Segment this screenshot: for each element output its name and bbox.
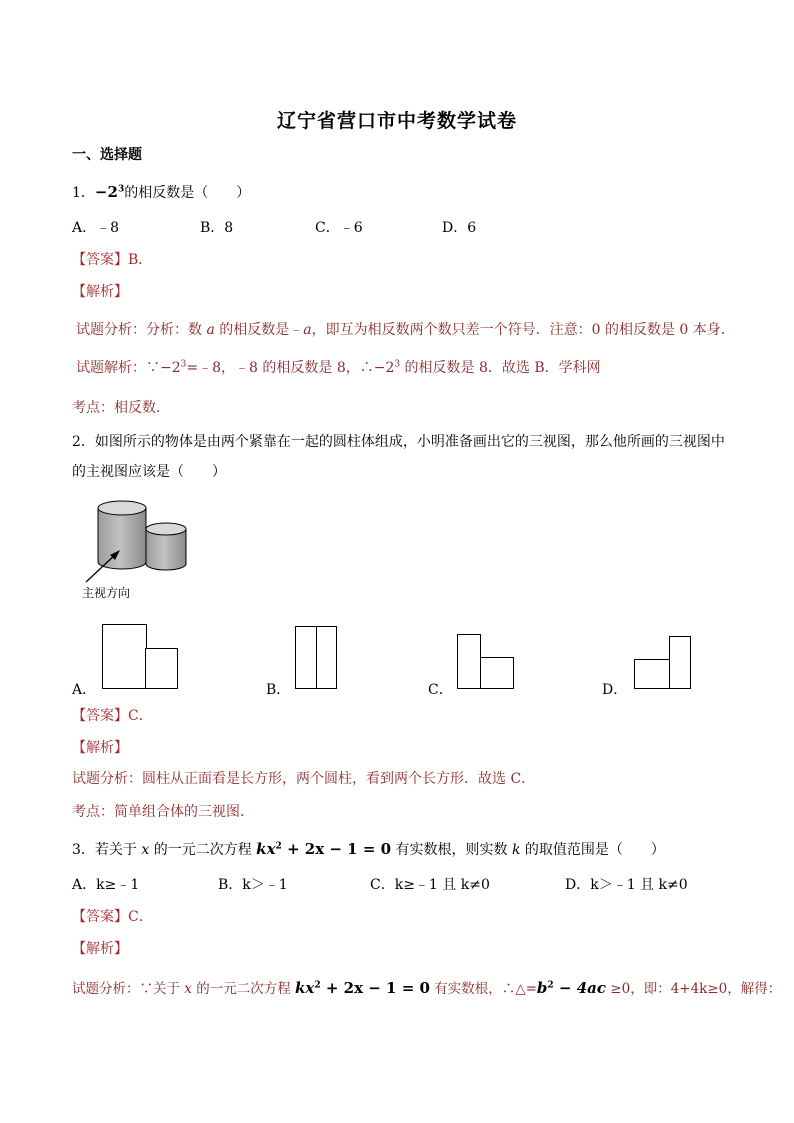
rectangle-shape [457,634,481,689]
rectangle-shape [316,626,337,689]
question-text: 的取值范围是（ ） [520,842,665,858]
option-a-figure [102,624,178,689]
question-text: 的相反数是（ ） [124,185,251,201]
analysis-text [76,321,735,339]
option-d-label: D． [602,682,628,698]
analysis-part: ，即互为相反数两个数只差一个符号．注意：0 的相反数是 0 本身． [311,322,735,338]
answer-label: 【答案】C． [72,909,153,925]
math-variable: k [511,842,521,858]
answer-label: 【答案】C． [72,708,153,724]
option-d-figure [634,636,691,689]
math-exponent: 3 [394,359,401,370]
rectangle-shape [634,659,670,689]
solution-text [76,359,601,377]
option-d: D．6 [442,220,477,236]
option-a-label: A． [72,682,97,698]
option-d: D．k＞﹣1 且 k≠0 [565,877,688,893]
math-variable: a [303,322,312,338]
equation: + 2x − 1 = 0 [281,840,392,858]
analysis-text [72,979,781,998]
math-variable: x [184,981,192,997]
math-exponent: 2 [547,980,554,991]
equation: kx [295,979,315,997]
option-c: C．﹣6 [315,220,363,236]
analysis-text: 试题分析：圆柱从正面看是长方形，两个圆柱，看到两个长方形．故选 C． [72,771,536,787]
question-text: 有实数根，则实数 [391,842,512,858]
rectangle-shape [295,626,317,689]
analysis-part: 的相反数是﹣ [214,322,304,338]
analysis-part: ≥0，即：4+4k≥0，解得： [606,981,782,997]
analysis-label: 【解析】 [72,284,128,300]
option-c-label: C． [428,682,453,698]
equation: kx [256,840,276,858]
math-expression: −2 [94,183,118,201]
page-title: 辽宁省营口市中考数学试卷 [276,110,517,132]
analysis-label: 【解析】 [72,941,128,957]
analysis-part: 试题分析：分析：数 [76,322,207,338]
analysis-part: 有实数根，∴△= [429,981,537,997]
math-variable: x [141,842,150,858]
rectangle-shape [145,648,178,689]
math-exponent: 2 [275,841,282,852]
figure-caption: 主视方向 [82,586,131,600]
question-2-line-1: 2．如图所示的物体是由两个紧靠在一起的圆柱体组成，小明准备画出它的三视图，那么他所画的三视图中 [72,434,725,450]
option-a: A．k≥﹣1 [72,877,140,893]
section-heading: 一、选择题 [72,147,142,163]
solution-part: 的相反数是 8．故选 B．学科网 [400,360,601,376]
solution-part: =﹣8，﹣8 的相反数是 8，∴−2 [186,360,395,376]
option-c-figure [457,634,514,689]
rectangle-shape [480,657,514,689]
math-exponent: 2 [314,980,321,991]
rectangle-shape [669,636,691,689]
solution-part: 试题解析：∵−2 [76,360,181,376]
question-3 [72,840,665,859]
analysis-label: 【解析】 [72,740,128,756]
math-exponent: 3 [117,184,125,195]
option-c: C．k≥﹣1 且 k≠0 [370,877,490,893]
math-variable: a [206,322,215,338]
question-number: 1． [72,185,95,201]
answer-label: 【答案】B． [72,252,153,268]
option-b: B．k＞﹣1 [218,877,288,893]
option-b-label: B． [266,682,291,698]
math-exponent: 3 [180,359,187,370]
rectangle-shape [102,624,147,689]
kaodian-text: 考点：简单组合体的三视图． [72,804,254,820]
question-text: 的一元二次方程 [149,842,257,858]
equation: + 2x − 1 = 0 [320,979,430,997]
equation: b [536,979,548,997]
analysis-part: 的一元二次方程 [191,981,296,997]
question-text: 3．若关于 [72,842,142,858]
option-b-figure [295,626,337,689]
option-a: A．﹣8 [72,220,120,236]
question-2-line-2: 的主视图应该是（ ） [72,464,226,480]
kaodian-text: 考点：相反数． [72,400,170,416]
question-1 [72,183,250,202]
equation: − 4ac [553,979,606,997]
analysis-part: 试题分析：∵关于 [72,981,185,997]
option-b: B．8 [200,220,234,236]
